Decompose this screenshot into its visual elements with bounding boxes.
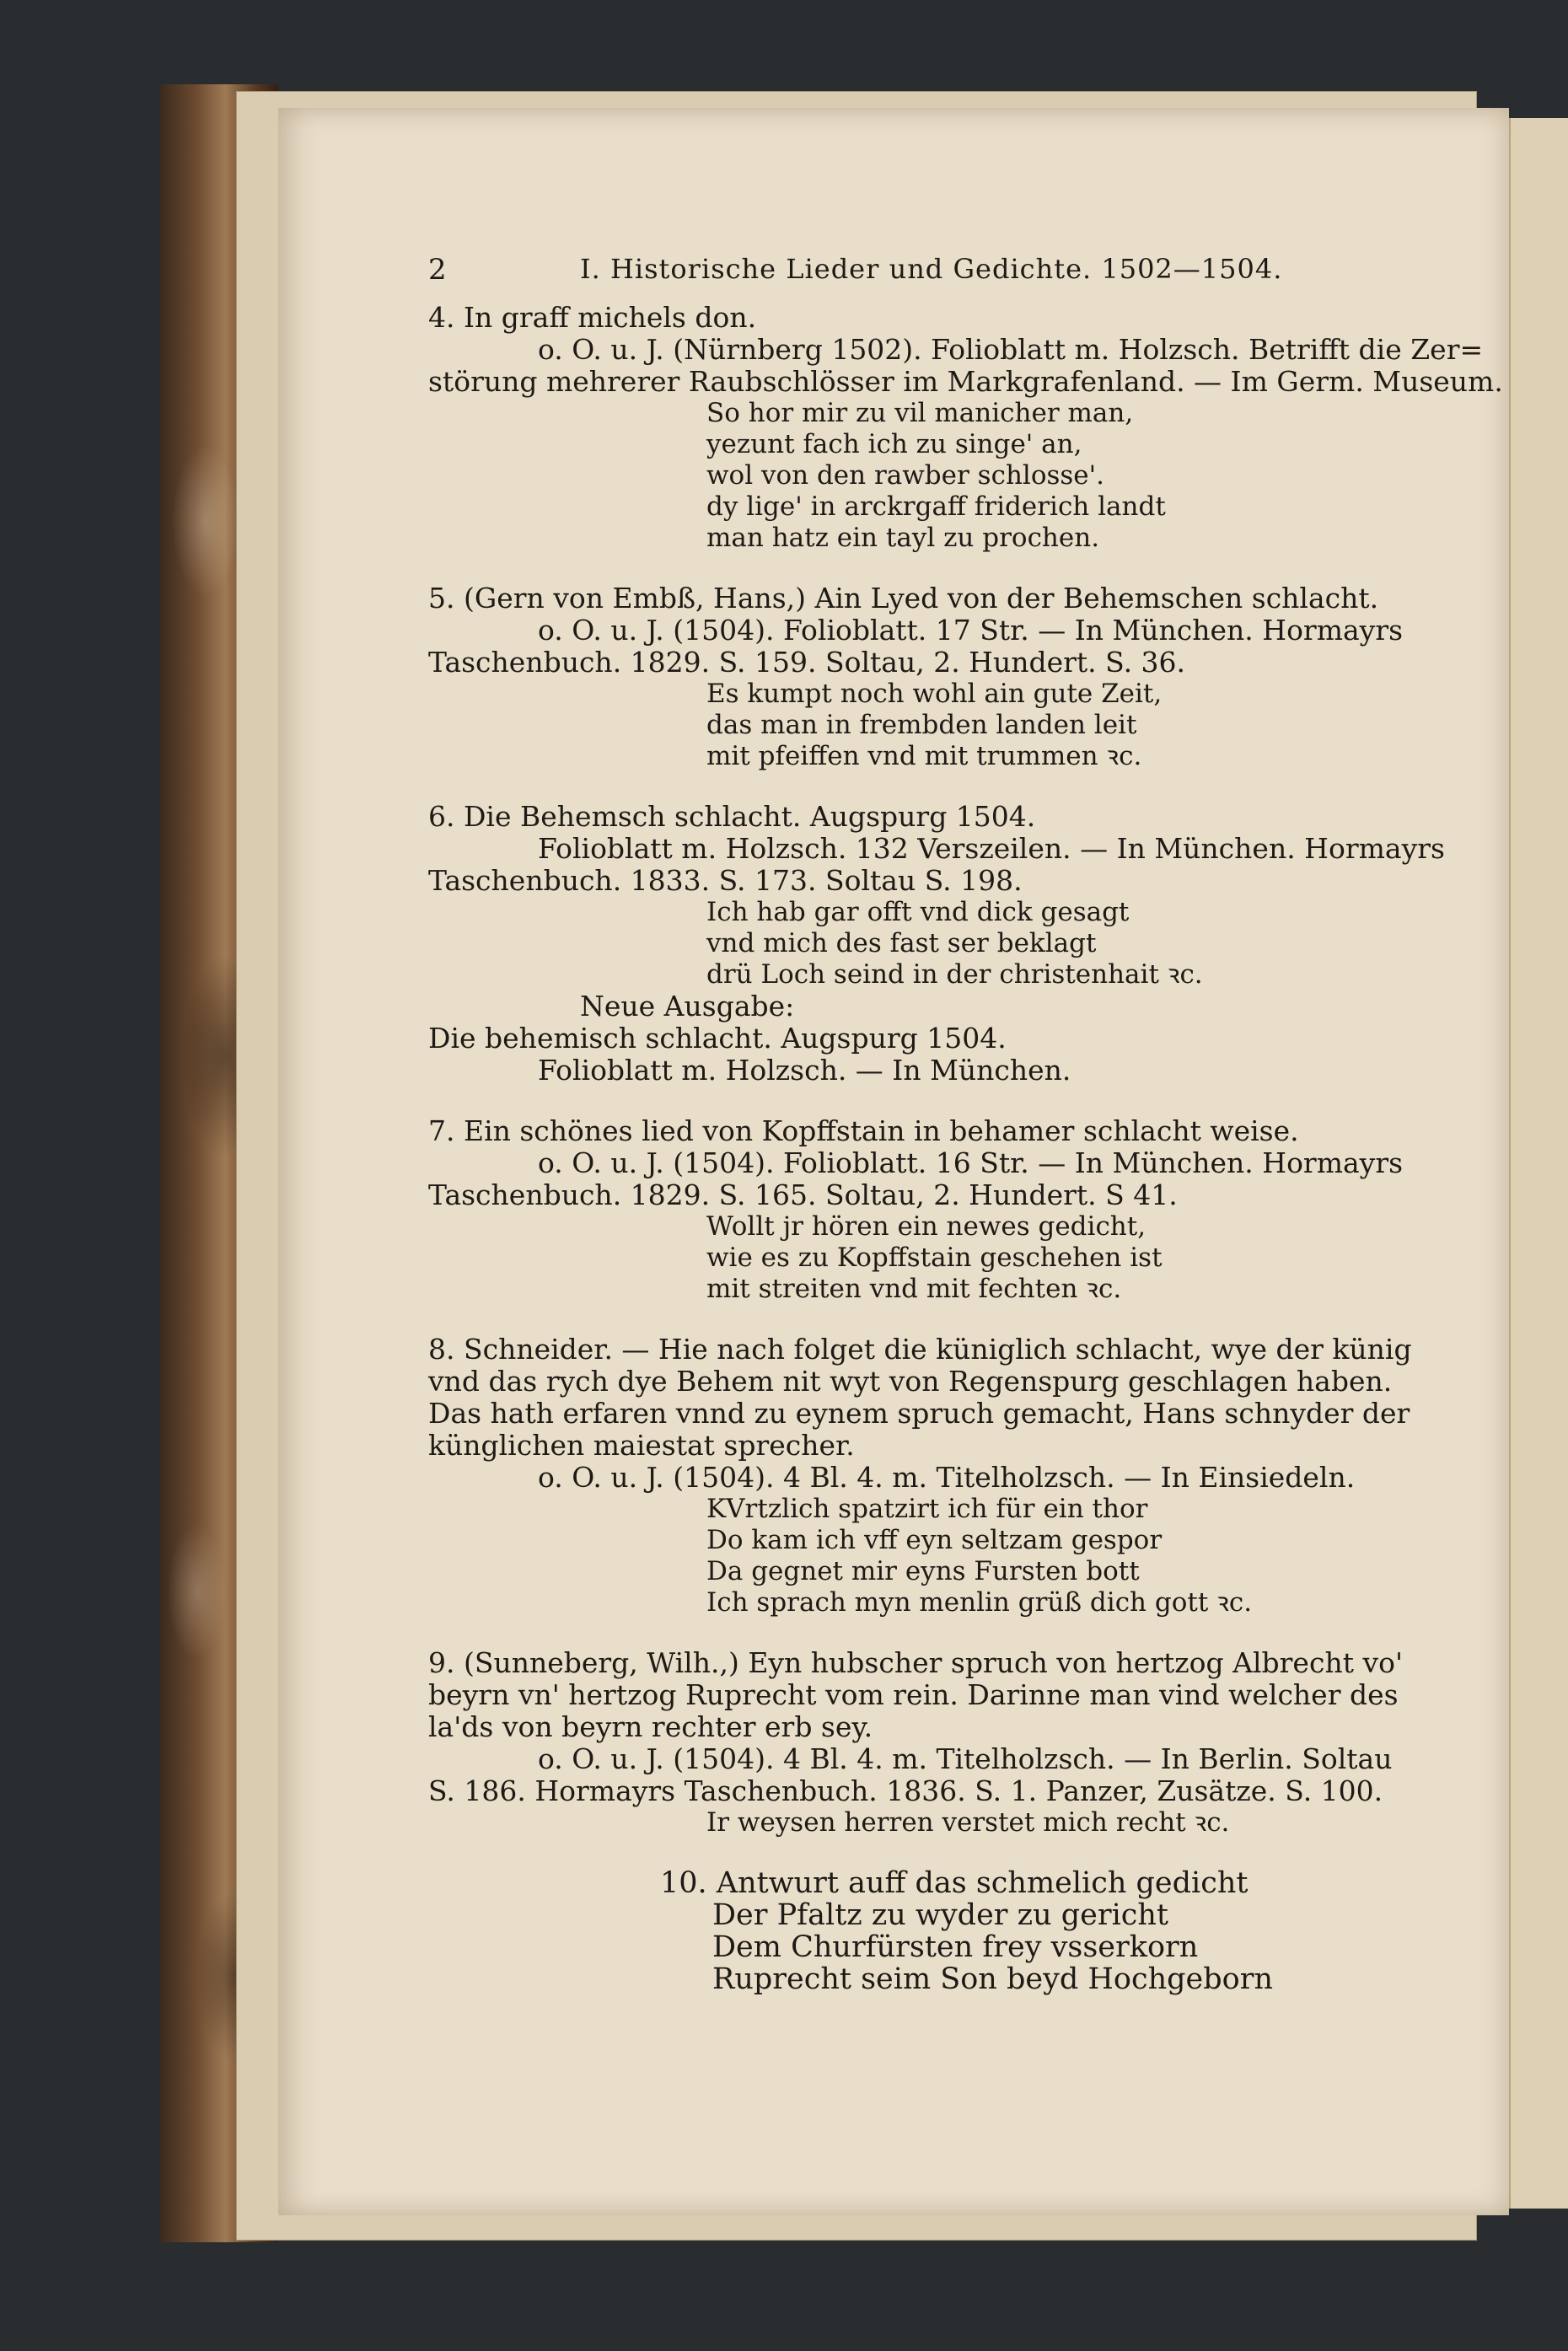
verse-line: mit pfeiffen vnd mit trummen ꝛc. — [706, 741, 1142, 771]
facing-page-edge — [1509, 118, 1568, 2209]
entry-title: vnd das rych dye Behem nit wyt von Regenspurg geschlagen haben. — [428, 1365, 1393, 1398]
entry-bibliography: o. O. u. J. (Nürnberg 1502). Folioblatt m. Holzsch. Betrifft die Zer= — [538, 333, 1484, 366]
entry-title: 6. Die Behemsch schlacht. Augspurg 1504. — [428, 800, 1036, 833]
entry-bibliography: o. O. u. J. (1504). Folioblatt. 16 Str. — In München. Hormayrs — [538, 1146, 1404, 1179]
entry-bibliography: o. O. u. J. (1504). 4 Bl. 4. m. Titelholzsch. — In Einsiedeln. — [538, 1461, 1356, 1494]
entry-bibliography: störung mehrerer Raubschlösser im Markgrafenland. — Im Germ. Museum. — [428, 365, 1503, 398]
verse-line: KVrtzlich spatzirt ich für ein thor — [706, 1494, 1148, 1524]
entry-title: Die behemisch schlacht. Augspurg 1504. — [428, 1022, 1007, 1055]
catalog-entry-9 — [428, 1647, 1482, 1838]
verse-line: Wollt jr hören ein newes gedicht, — [706, 1211, 1146, 1242]
catalog-entry-10 — [428, 1867, 1482, 1995]
running-head-title: I. Historische Lieder und Gedichte. 1502—1504. — [580, 253, 1283, 285]
verse-line: drü Loch seind in der christenhait ꝛc. — [706, 959, 1203, 990]
catalog-entry-5 — [428, 582, 1482, 772]
entry-title: la'ds von beyrn rechter erb sey. — [428, 1710, 873, 1743]
entry-bibliography: Taschenbuch. 1833. S. 173. Soltau S. 198. — [428, 864, 1023, 897]
verse-line: mit streiten vnd mit fechten ꝛc. — [706, 1274, 1122, 1304]
entry-bibliography: o. O. u. J. (1504). Folioblatt. 17 Str. — In München. Hormayrs — [538, 614, 1404, 647]
entry-bibliography: S. 186. Hormayrs Taschenbuch. 1836. S. 1. Panzer, Zusätze. S. 100. — [428, 1774, 1383, 1807]
catalog-entry-6 — [428, 801, 1482, 1087]
verse-line: So hor mir zu vil manicher man, — [706, 398, 1134, 428]
entry-title: 5. (Gern von Embß, Hans,) Ain Lyed von der Behemschen schlacht. — [428, 582, 1379, 615]
verse-line: Da gegnet mir eyns Fursten bott — [706, 1556, 1140, 1586]
entry-title: 8. Schneider. — Hie nach folget die küniglich schlacht, wye der künig — [428, 1333, 1412, 1366]
entry-title: Ruprecht seim Son beyd Hochgeborn — [712, 1962, 1273, 1996]
catalog-entry-4 — [428, 301, 1503, 554]
verse-line: wol von den rawber schlosse'. — [706, 460, 1105, 491]
entry-title: Der Pfaltz zu wyder zu gericht — [712, 1898, 1168, 1932]
entry-title: künglichen maiestat sprecher. — [428, 1429, 855, 1462]
verse-line: Ir weysen herren verstet mich recht ꝛc. — [706, 1807, 1230, 1838]
verse-line: Do kam ich vff eyn seltzam gespor — [706, 1525, 1163, 1555]
verse-line: Ich sprach myn menlin grüß dich gott ꝛc. — [706, 1587, 1253, 1618]
verse-line: yezunt fach ich zu singe' an, — [706, 429, 1082, 459]
verse-line: das man in frembden landen leit — [706, 710, 1137, 740]
entry-bibliography: Taschenbuch. 1829. S. 159. Soltau, 2. Hundert. S. 36. — [428, 646, 1186, 679]
running-head — [428, 244, 1482, 295]
new-edition-heading: Neue Ausgabe: — [580, 990, 795, 1023]
verse-line: Es kumpt noch wohl ain gute Zeit, — [706, 679, 1163, 709]
entry-title: 4. In graff michels don. — [428, 301, 757, 334]
catalog-entry-7 — [428, 1115, 1482, 1305]
entry-bibliography: Folioblatt m. Holzsch. — In München. — [538, 1054, 1071, 1087]
entry-title: beyrn vn' hertzog Ruprecht vom rein. Darinne man vind welcher des — [428, 1678, 1399, 1711]
entry-bibliography: o. O. u. J. (1504). 4 Bl. 4. m. Titelholzsch. — In Berlin. Soltau — [538, 1742, 1393, 1775]
verse-line: Ich hab gar offt vnd dick gesagt — [706, 897, 1130, 927]
page-text — [428, 244, 1503, 2024]
entry-title: 7. Ein schönes lied von Kopffstain in behamer schlacht weise. — [428, 1114, 1299, 1147]
verse-line: vnd mich des fast ser beklagt — [706, 928, 1097, 958]
catalog-entry-8 — [428, 1334, 1482, 1618]
entry-bibliography: Folioblatt m. Holzsch. 132 Verszeilen. — In München. Hormayrs — [538, 832, 1445, 865]
verse-line: wie es zu Kopffstain geschehen ist — [706, 1243, 1163, 1273]
verse-line: man hatz ein tayl zu prochen. — [706, 523, 1100, 553]
entry-title: 10. Antwurt auff das schmelich gedicht — [660, 1866, 1248, 1900]
entry-bibliography: Taschenbuch. 1829. S. 165. Soltau, 2. Hundert. S 41. — [428, 1178, 1178, 1211]
entry-title: Das hath erfaren vnnd zu eynem spruch gemacht, Hans schnyder der — [428, 1397, 1410, 1430]
entry-title: Dem Churfürsten frey vsserkorn — [712, 1930, 1199, 1964]
entry-title: 9. (Sunneberg, Wilh.,) Eyn hubscher spruch von hertzog Albrecht vo' — [428, 1646, 1404, 1679]
page-number: 2 — [428, 253, 447, 287]
verse-line: dy lige' in arckrgaff friderich landt — [706, 491, 1166, 522]
